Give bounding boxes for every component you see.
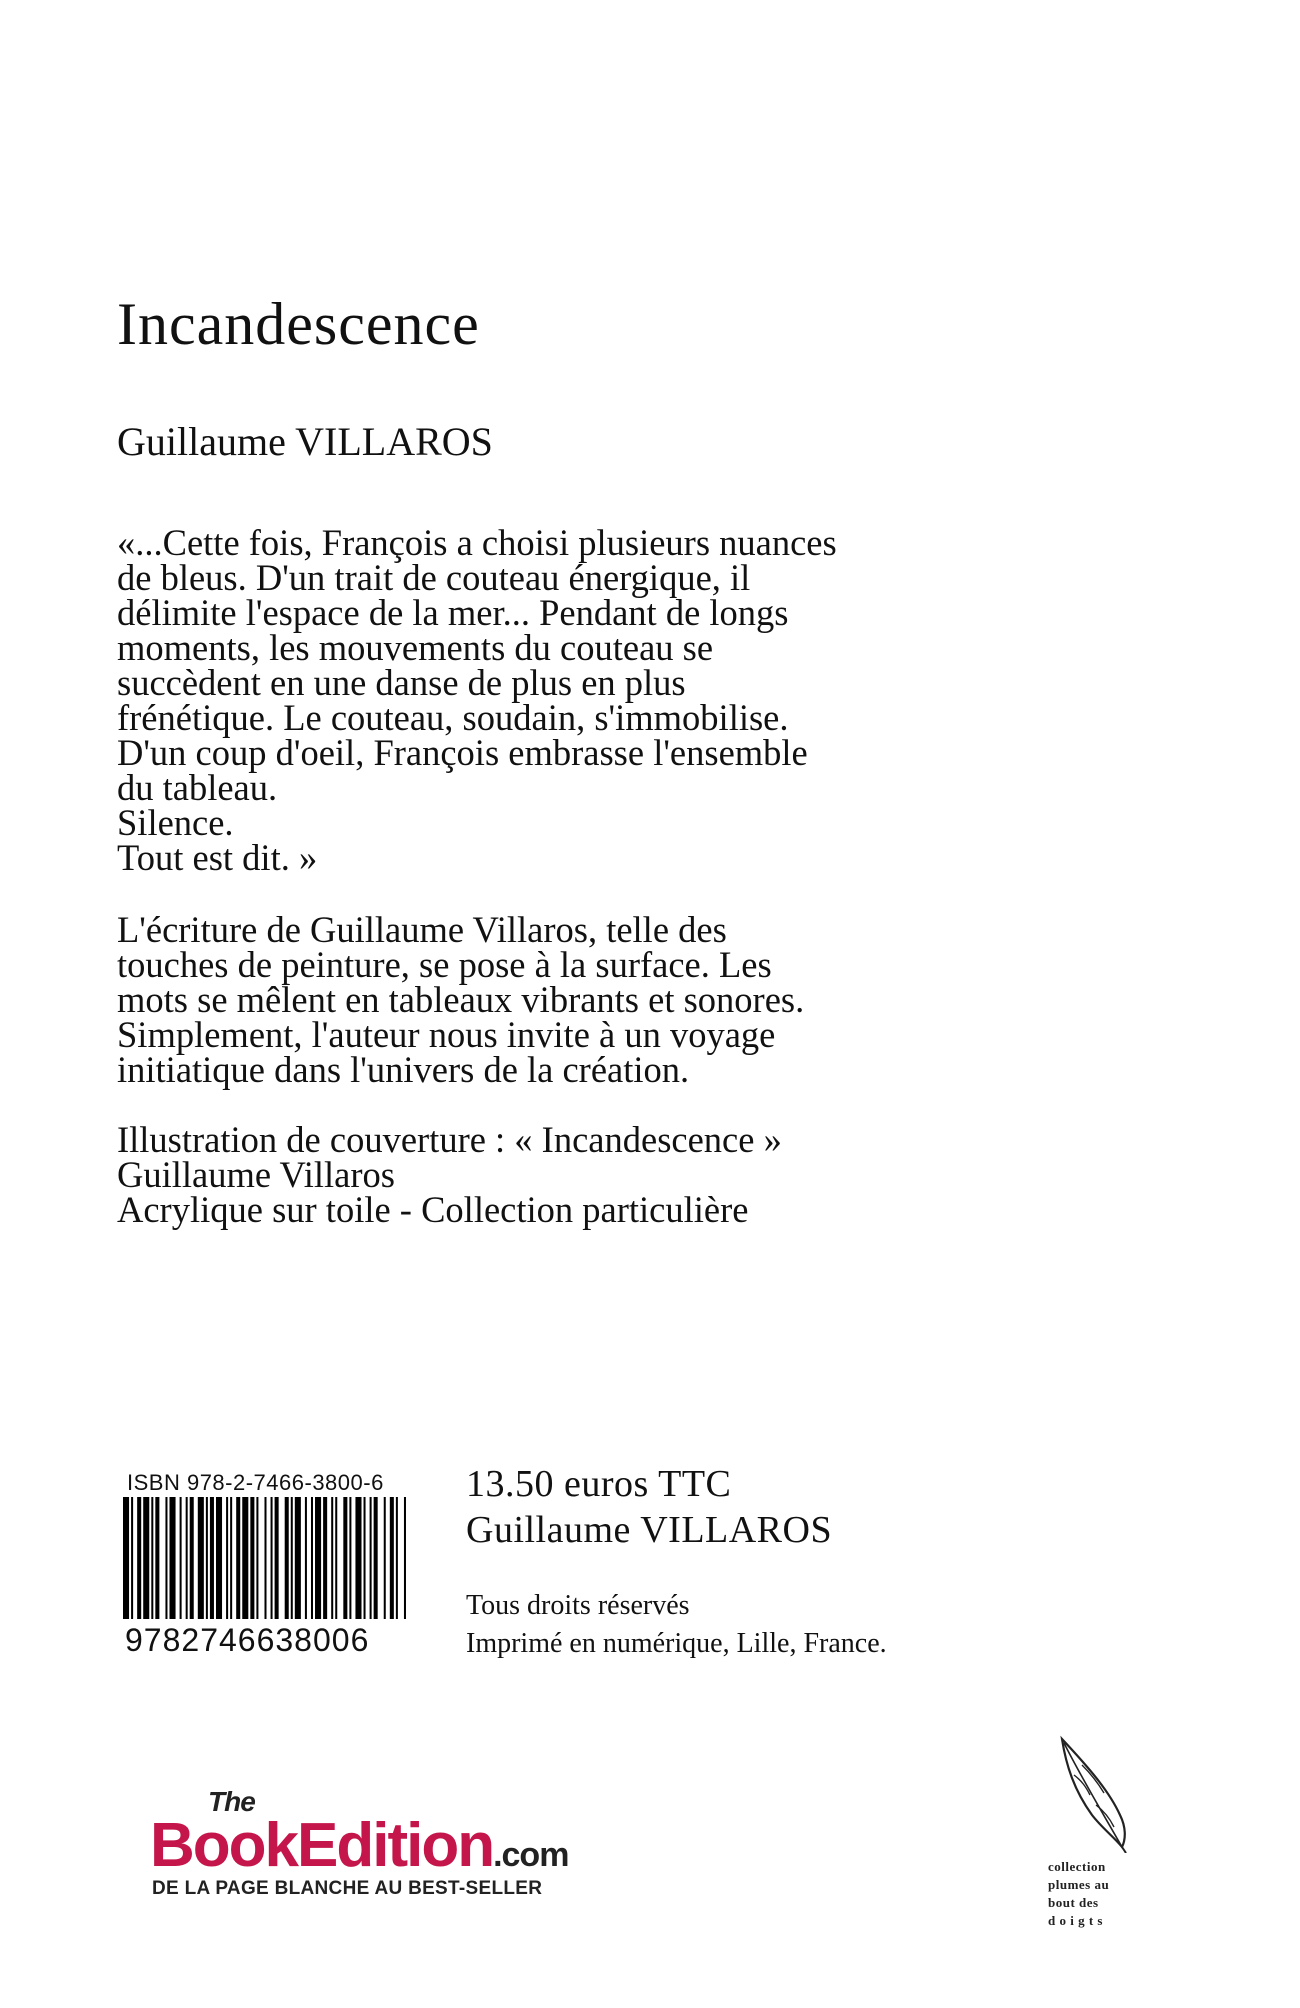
quote-line: délimite l'espace de la mer... Pendant de longs: [117, 592, 789, 633]
quote-line: succèdent en une danse de plus en plus: [117, 662, 686, 703]
barcode-icon: [123, 1497, 408, 1619]
book-author: Guillaume VILLAROS: [117, 419, 493, 464]
price: 13.50 euros TTC: [466, 1463, 732, 1505]
quote-line: Silence.: [117, 802, 234, 843]
book-description: [117, 909, 1117, 1090]
cover-illustration-credit: [117, 1119, 1117, 1230]
collection-line: plumes au: [1048, 1877, 1110, 1892]
isbn-label: ISBN 978-2-7466-3800-6: [127, 1470, 384, 1495]
quote-line: frénétique. Le couteau, soudain, s'immobilise.: [117, 697, 789, 738]
quote-line: «...Cette fois, François a choisi plusieurs nuances: [117, 522, 837, 563]
quote-line: de bleus. D'un trait de couteau énergique, il: [117, 557, 751, 598]
collection-line: d o i g t s: [1048, 1913, 1103, 1928]
rights-notice: Tous droits réservés: [466, 1590, 690, 1621]
quote-line: Tout est dit. »: [117, 837, 318, 878]
feather-quill-icon: [1052, 1735, 1132, 1853]
quote-line: du tableau.: [117, 767, 278, 808]
logo-wordmark: [150, 1810, 568, 1881]
collection-label: [1048, 1858, 1138, 1930]
bookedition-logo: [150, 1786, 690, 1900]
quote-line: moments, les mouvements du couteau se: [117, 627, 714, 668]
credit-line: Illustration de couverture : « Incandescence »: [117, 1119, 782, 1160]
collection-line: collection: [1048, 1859, 1106, 1874]
collection-line: bout des: [1048, 1895, 1099, 1910]
isbn-digits: 9782746638006: [125, 1622, 370, 1658]
credit-line: Guillaume Villaros: [117, 1154, 395, 1195]
back-cover-quote: [117, 522, 1117, 878]
description-line: Simplement, l'auteur nous invite à un voyage: [117, 1014, 776, 1055]
quote-line: D'un coup d'oeil, François embrasse l'ensemble: [117, 732, 808, 773]
description-line: mots se mêlent en tableaux vibrants et sonores.: [117, 979, 805, 1020]
credit-line: Acrylique sur toile - Collection particulière: [117, 1189, 749, 1230]
imprint-author: Guillaume VILLAROS: [466, 1509, 833, 1551]
description-line: initiatique dans l'univers de la création.: [117, 1049, 690, 1090]
logo-the: The: [208, 1786, 255, 1817]
logo-tagline: DE LA PAGE BLANCHE AU BEST-SELLER: [152, 1878, 543, 1899]
logo-suffix: .com: [493, 1836, 569, 1874]
description-line: touches de peinture, se pose à la surface. Les: [117, 944, 772, 985]
print-notice: Imprimé en numérique, Lille, France.: [466, 1628, 887, 1659]
logo-main-text: BookEdition: [150, 1811, 494, 1880]
description-line: L'écriture de Guillaume Villaros, telle des: [117, 909, 727, 950]
book-title: Incandescence: [117, 291, 480, 357]
